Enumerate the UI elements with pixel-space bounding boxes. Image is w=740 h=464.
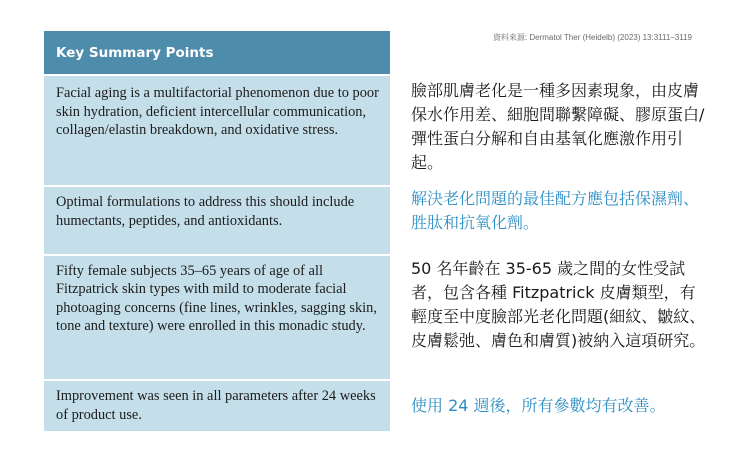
summary-point-4: Improvement was seen in all parameters after 24 weeks of product use.	[44, 379, 390, 431]
translation-4: 使用 24 週後，所有參數均有改善。	[411, 396, 666, 415]
key-summary-box	[44, 31, 390, 431]
translation-2: 解決老化問題的最佳配方應包括保濕劑、胜肽和抗氧化劑。	[411, 189, 700, 232]
source-citation: 資料來源: Dermatol Ther (Heidelb) (2023) 13:3111–3119	[492, 33, 692, 42]
summary-point-2: Optimal formulations to address this should include humectants, peptides, and antioxidants.	[44, 185, 390, 254]
translation-1: 臉部肌膚老化是一種多因素現象，由皮膚保水作用差、細胞間聯繫障礙、膠原蛋白/彈性蛋白分解和自由基氧化應激作用引起。	[411, 81, 705, 172]
summary-title: Key Summary Points	[44, 31, 390, 74]
summary-point-3: Fifty female subjects 35–65 years of age of all Fitzpatrick skin types with mild to moderate facial photoaging concerns (fine lines, wrinkles, sagging skin, tone and texture) were enrolled in this monadic study.	[44, 254, 390, 379]
translation-3: 50 名年齡在 35-65 歲之間的女性受試者，包含各種 Fitzpatrick 皮膚類型，有輕度至中度臉部光老化問題(細紋、皺紋、皮膚鬆弛、膚色和膚質)被納入這項研究。	[411, 259, 706, 350]
summary-point-1: Facial aging is a multifactorial phenomenon due to poor skin hydration, deficient intercellular communication, collagen/elastin breakdown, and oxidative stress.	[44, 74, 390, 185]
